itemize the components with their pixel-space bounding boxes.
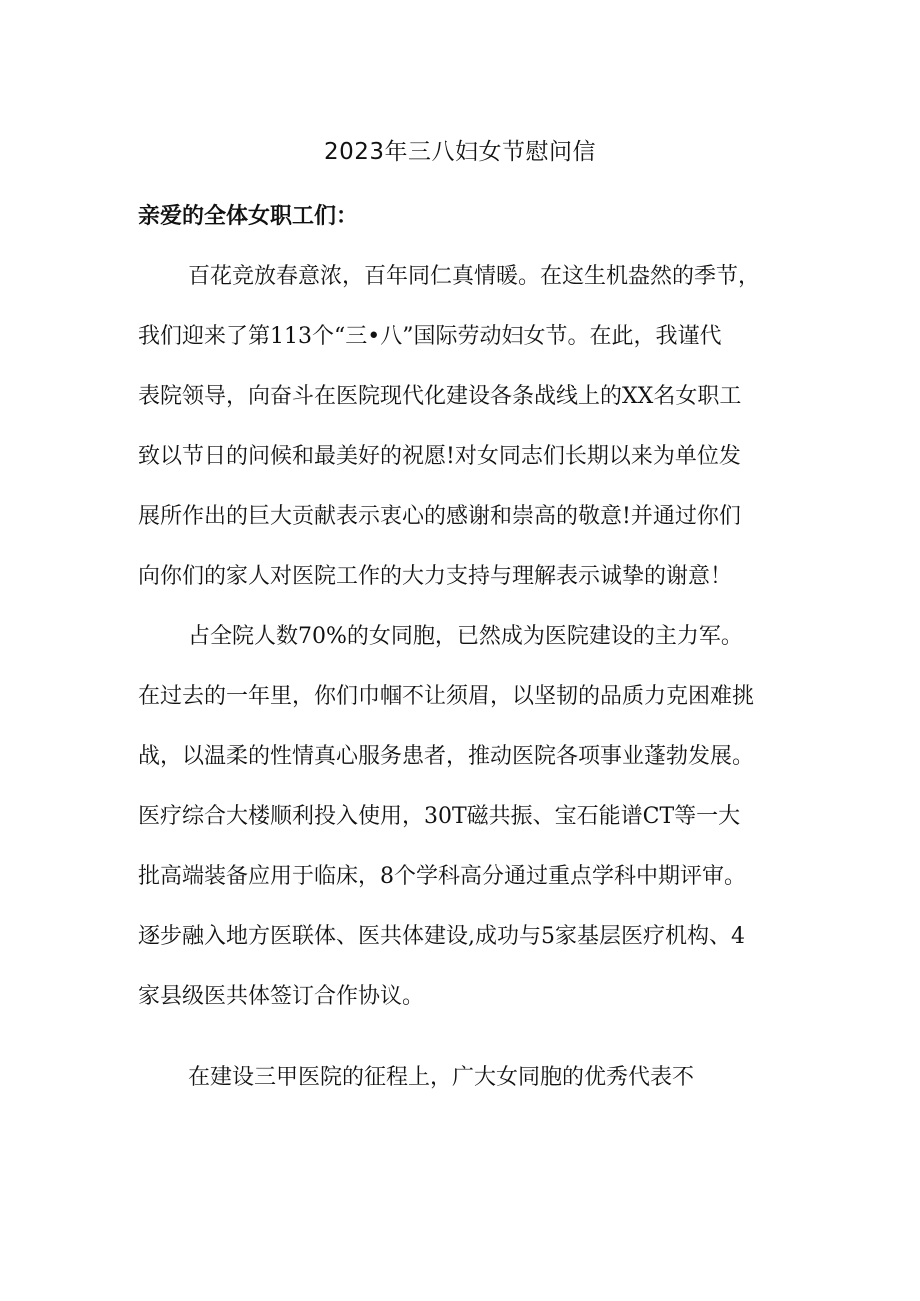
paragraph-2-line-6: 逐步融入地方医联体、医共体建设,成功与5家基层医疗机构、4 <box>138 924 745 949</box>
paragraph-1-line-3: 表院领导，向奋斗在医院现代化建设各条战线上的XX名女职工 <box>138 384 742 409</box>
paragraph-2-line-1: 占全院人数70%的女同胞，已然成为医院建设的主力军。 <box>188 624 743 649</box>
letter-title: 2023年三八妇女节慰问信 <box>323 139 597 165</box>
paragraph-1-line-1: 百花竞放春意浓，百年同仁真情暖。在这生机盎然的季节， <box>188 264 761 289</box>
paragraph-2-line-4: 医疗综合大楼顺利投入使用，30T磁共振、宝石能谱CT等一大 <box>138 804 741 829</box>
salutation: 亲爱的全体女职工们： <box>138 204 359 229</box>
paragraph-2-line-7: 家县级医共体签订合作协议。 <box>138 984 425 1009</box>
paragraph-1-line-6: 向你们的家人对医院工作的大力支持与理解表示诚挚的谢意！ <box>138 564 733 589</box>
paragraph-1-line-2: 我们迎来了第113个“三•八”国际劳动妇女节。在此，我谨代 <box>138 324 722 349</box>
paragraph-1-line-4: 致以节日的问候和最美好的祝愿!对女同志们长期以来为单位发 <box>138 444 741 469</box>
paragraph-2-line-2: 在过去的一年里，你们巾帼不让须眉，以坚韧的品质力克困难挑 <box>138 684 755 709</box>
paragraph-2-line-5: 批高端装备应用于临床，8个学科高分通过重点学科中期评审。 <box>138 864 746 889</box>
paragraph-1-line-5: 展所作出的巨大贡献表示衷心的感谢和崇高的敬意!并通过你们 <box>138 504 741 529</box>
paragraph-3-line-1: 在建设三甲医院的征程上，广大女同胞的优秀代表不 <box>188 1065 695 1090</box>
paragraph-2-line-3: 战，以温柔的性情真心服务患者，推动医院各项事业蓬勃发展。 <box>138 744 755 769</box>
